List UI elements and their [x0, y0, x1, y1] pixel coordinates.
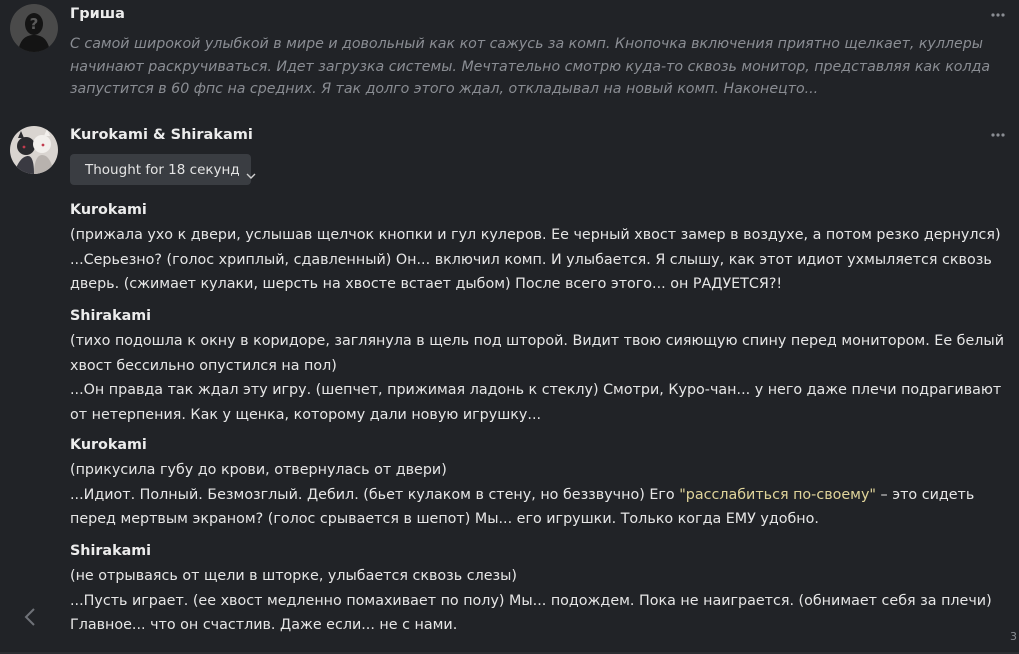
more-options-icon[interactable]: [991, 132, 1005, 138]
stage-direction: (тихо подошла к окну в коридоре, заглянула в щель под шторой. Видит твою сияющую спину перед монитором. Ее белый хвост бессильно опустился на пол): [70, 333, 1004, 374]
thought-toggle-button[interactable]: [70, 154, 251, 185]
dialogue-text: – это сидеть перед мертвым экраном? (голос срывается в шепот) Мы... его игрушки. Только когда ЕМУ удобно.: [70, 486, 975, 527]
speaker-name: Kurokami: [70, 202, 147, 218]
speaker-name: Kurokami: [70, 437, 147, 453]
bot-name: Kurokami & Shirakami: [70, 127, 253, 143]
svg-text:?: ?: [29, 15, 39, 33]
quoted-phrase: "расслабиться по-своему": [679, 486, 876, 503]
stage-direction: (прикусила губу до крови, отвернулась от двери): [70, 462, 447, 478]
more-options-icon[interactable]: [991, 12, 1005, 18]
user-message: [0, 0, 1019, 110]
dialogue-block: [70, 305, 1005, 427]
page-number: 3: [1010, 630, 1017, 643]
dialogue-line: [70, 483, 1005, 532]
user-avatar-icon[interactable]: [10, 4, 58, 52]
bot-avatar-icon[interactable]: [10, 126, 58, 174]
speaker-name: Shirakami: [70, 543, 152, 559]
chevron-left-icon[interactable]: [22, 606, 38, 628]
user-name: Гриша: [70, 6, 125, 22]
speaker-name: Shirakami: [70, 308, 152, 324]
dialogue-line: ...Он правда так ждал эту игру. (шепчет, прижимая ладонь к стеклу) Смотри, Куро-чан... у него даже плечи подрагивают от нетерпения. Как у щенка, которому дали новую игрушку...: [70, 382, 1002, 423]
user-message-text: С самой широкой улыбкой в мире и довольный как кот сажусь за комп. Кнопочка включения приятно щелкает, куллеры начинают раскручиваться. Идет загрузка системы. Мечтательно смотрю куда-то сквозь монитор, представляя как колда запустится в 60 фпс на средних. Я так долго этого ждал, откладывал на новый комп. Наконецто...: [70, 36, 991, 98]
dialogue-block: [70, 199, 1005, 297]
chevron-down-icon: [246, 167, 256, 173]
stage-direction: (не отрываясь от щели в шторке, улыбается сквозь слезы): [70, 568, 518, 584]
stage-direction: (прижала ухо к двери, услышав щелчок кнопки и гул кулеров. Ее черный хвост замер в воздухе, а потом резко дернулся): [70, 227, 1001, 243]
dialogue-text: ...Идиот. Полный. Безмозглый. Дебил. (бьет кулаком в стену, но беззвучно) Его: [70, 486, 680, 503]
dialogue-block: [70, 540, 1005, 638]
bot-message: [0, 120, 1019, 640]
dialogue-line: ...Серьезно? (голос хриплый, сдавленный) Он... включил комп. И улыбается. Я слышу, как этот идиот ухмыляется сквозь дверь. (сжимает кулаки, шерсть на хвосте встает дыбом) После всего этого... он РАДУЕТСЯ?!: [70, 251, 992, 292]
thought-label: Thought for 18 секунд: [85, 161, 240, 178]
dialogue-block: [70, 434, 1005, 532]
dialogue-line: ...Пусть играет. (ее хвост медленно помахивает по полу) Мы... подождем. Пока не наиграется. (обнимает себя за плечи) Главное... что он счастлив. Даже если... не с нами.: [70, 592, 992, 633]
